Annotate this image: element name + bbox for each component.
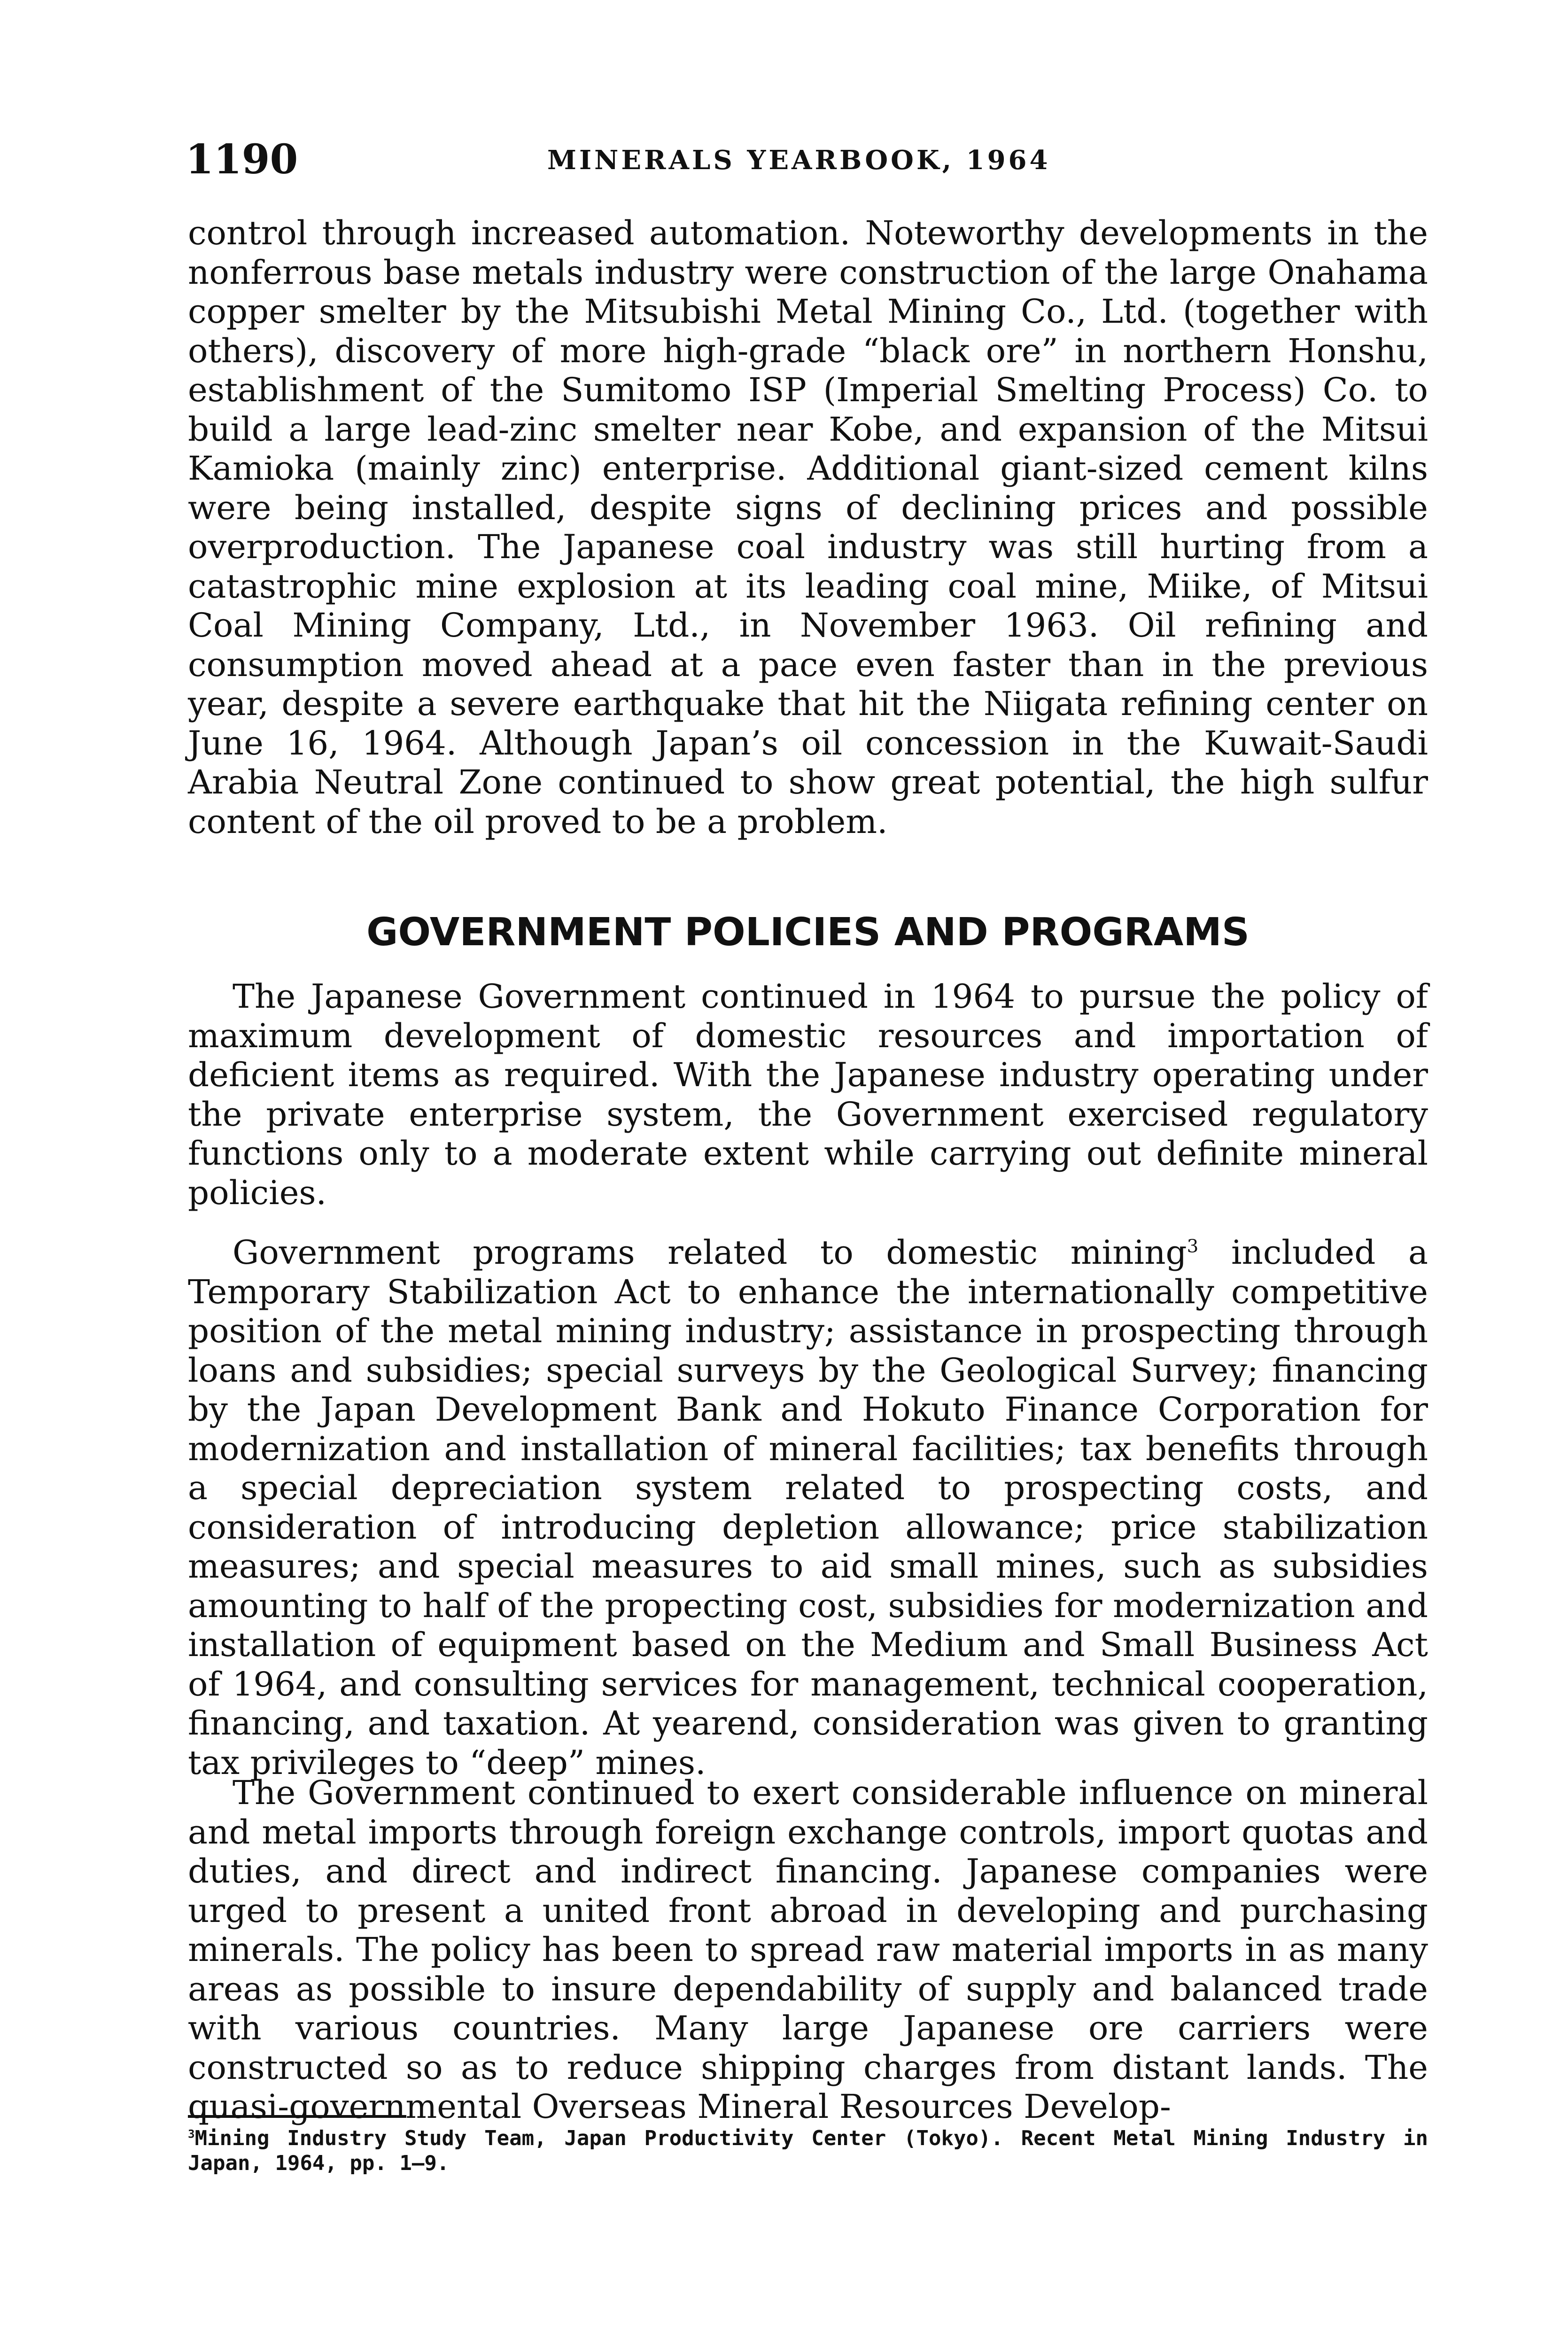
running-head [186,134,1430,186]
running-title: MINERALS YEARBOOK, 1964 [547,145,1051,176]
body-paragraph-1: control through increased automation. Noteworthy developments in the nonferrous base metals industry were construction of the large Onahama copper smelter by the Mitsubishi Metal Mining Co., Ltd. (together with others), discovery of more high-grade “black ore” in northern Honshu, establishment of the Sumitomo ISP (Imperial Smelting Process) Co. to build a large lead-zinc smelter near Kobe, and expansion of the Mitsui Kamioka (mainly zinc) enterprise. Additional giant-sized cement kilns were being installed, despite signs of declining prices and possible overproduction. The Japanese coal industry was still hurting from a catastrophic mine explosion at its leading coal mine, Miike, of Mitsui Coal Mining Company, Ltd., in November 1963. Oil refining and consumption moved ahead at a pace even faster than in the previous year, despite a severe earthquake that hit the Niigata refining center on June 16, 1964. Although Japan’s oil concession in the Kuwait-Saudi Arabia Neutral Zone continued to show great potential, the high sulfur content of the oil proved to be a problem. [188,214,1428,841]
body-paragraph-3 [188,1233,1428,1782]
paragraph-3-text-end: included a Temporary Stabilization Act to enhance the internationally competitive position of the metal mining industry; assistance in prospecting through loans and subsidies; special surveys by the Geological Survey; financing by the Japan Development Bank and Hokuto Finance Corporation for modernization and installation of mineral facilities; tax benefits through a special depreciation system related to prospecting costs, and consideration of introducing depletion allowance; price stabilization measures; and special measures to aid small mines, such as subsidies amounting to half of the propecting cost, subsidies for modernization and installation of equipment based on the Medium and Small Business Act of 1964, and consulting services for management, technical cooperation, financing, and taxation. At yearend, consideration was given to granting tax privileges to “deep” mines. [188,1233,1428,1782]
page-number: 1190 [186,136,298,183]
body-paragraph-2: The Japanese Government continued in 1964 to pursue the policy of maximum development of domestic resources and importation of deficient items as required. With the Japanese industry operating under the private enterprise system, the Government exercised regulatory functions only to a moderate extent while carrying out definite mineral policies. [188,977,1428,1212]
paragraph-3-text-start: Government programs related to domestic mining [233,1233,1187,1272]
footnote [188,2126,1428,2176]
footnote-marker: 3 [188,2127,195,2141]
footnote-text: Mining Industry Study Team, Japan Productivity Center (Tokyo). Recent Metal Mining Industry in Japan, 1964, pp. 1–9. [188,2126,1428,2175]
footnote-divider [188,2115,406,2118]
footnote-reference: 3 [1187,1236,1199,1257]
section-heading: GOVERNMENT POLICIES AND PROGRAMS [366,910,1250,955]
body-paragraph-4: The Government continued to exert considerable influence on mineral and metal imports through foreign exchange controls, import quotas and duties, and direct and indirect financing. Japanese companies were urged to present a united front abroad in developing and purchasing minerals. The policy has been to spread raw material imports in as many areas as possible to insure dependability of supply and balanced trade with various countries. Many large Japanese ore carriers were constructed so as to reduce shipping charges from distant lands. The quasi-governmental Overseas Mineral Resources Develop- [188,1773,1428,2126]
